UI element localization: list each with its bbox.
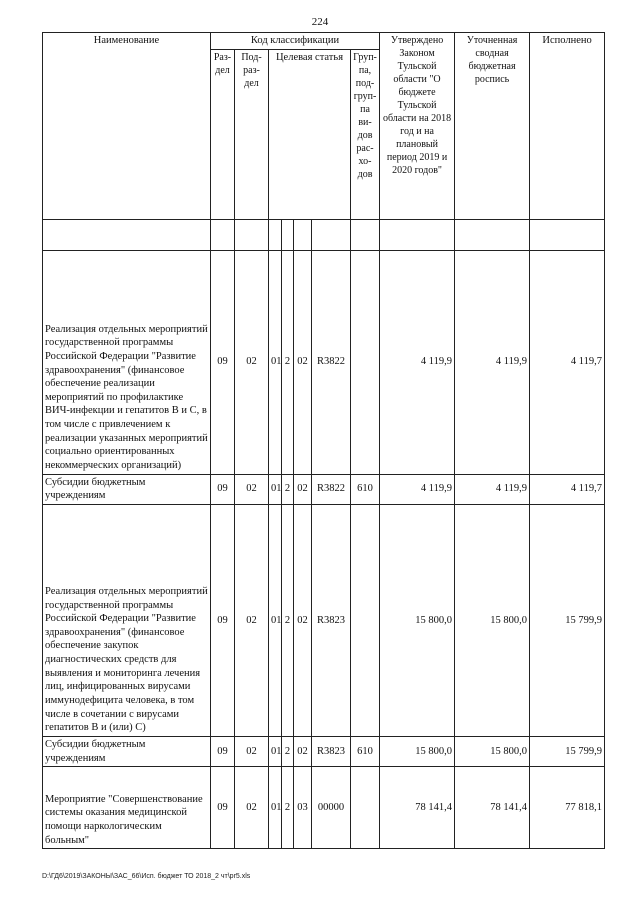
cell-target-3: 03 xyxy=(294,767,312,849)
row-name: Субсидии бюджетным учреждениям xyxy=(43,736,211,766)
cell-target-2: 2 xyxy=(282,474,294,504)
spacer-row xyxy=(43,219,605,250)
cell-expense-group xyxy=(351,767,380,849)
file-path-footer: D:\ГД6\2019\ЗАКОНЫ\ЗАС_66\Исп. бюджет ТО 2018_2 чт\pr5.xls xyxy=(42,873,251,880)
cell-expense-group xyxy=(351,250,380,474)
cell-expense-group xyxy=(351,504,380,736)
header-subsection: Под-раз-дел xyxy=(235,49,269,219)
table-row xyxy=(43,250,605,474)
cell-executed: 77 818,1 xyxy=(530,767,605,849)
header-name: Наименование xyxy=(43,33,211,220)
cell-subsection: 02 xyxy=(235,736,269,766)
cell-target-4: R3822 xyxy=(312,474,351,504)
page-number: 224 xyxy=(311,16,329,28)
cell-target-4: R3823 xyxy=(312,736,351,766)
cell-executed: 15 799,9 xyxy=(530,736,605,766)
cell-target-4: R3822 xyxy=(312,250,351,474)
row-name: Субсидии бюджетным учреждениям xyxy=(43,474,211,504)
cell-target-1: 01 xyxy=(269,736,282,766)
cell-revised: 4 119,9 xyxy=(455,250,530,474)
cell-revised: 15 800,0 xyxy=(455,736,530,766)
cell-target-1: 01 xyxy=(269,767,282,849)
cell-target-3: 02 xyxy=(294,736,312,766)
cell-expense-group: 610 xyxy=(351,474,380,504)
cell-target-4: 00000 xyxy=(312,767,351,849)
header-code-group: Код классификации xyxy=(211,33,380,50)
cell-approved: 4 119,9 xyxy=(380,474,455,504)
cell-target-4: R3823 xyxy=(312,504,351,736)
table-row xyxy=(43,767,605,849)
header-approved: Утверждено Законом Тульской области "О бюджете Тульской области на 2018 год и на плановый период 2019 и 2020 годов" xyxy=(380,33,455,220)
cell-target-2: 2 xyxy=(282,504,294,736)
cell-expense-group: 610 xyxy=(351,736,380,766)
cell-approved: 15 800,0 xyxy=(380,504,455,736)
cell-target-2: 2 xyxy=(282,736,294,766)
cell-approved: 78 141,4 xyxy=(380,767,455,849)
cell-target-2: 2 xyxy=(282,767,294,849)
table-row xyxy=(43,736,605,766)
row-name: Мероприятие "Совершенствование системы оказания медицинской помощи наркологическим больным" xyxy=(43,767,211,849)
header-section: Раз-дел xyxy=(211,49,235,219)
cell-target-1: 01 xyxy=(269,474,282,504)
cell-revised: 15 800,0 xyxy=(455,504,530,736)
table-row xyxy=(43,474,605,504)
cell-executed: 4 119,7 xyxy=(530,474,605,504)
header-target-article: Целевая статья xyxy=(269,49,351,219)
cell-target-3: 02 xyxy=(294,474,312,504)
cell-target-1: 01 xyxy=(269,250,282,474)
cell-executed: 15 799,9 xyxy=(530,504,605,736)
row-name: Реализация отдельных мероприятий государственной программы Российской Федерации "Развитие здравоохранения" (финансовое обеспечение закупок диагностических средств для выявления и мониторинга лечения лиц, инфицированных вирусами иммунодефицита человека, в том числе в сочетании с вирусами гепатитов В и (или) С) xyxy=(43,504,211,736)
cell-executed: 4 119,7 xyxy=(530,250,605,474)
table-header xyxy=(43,33,605,220)
cell-revised: 78 141,4 xyxy=(455,767,530,849)
cell-approved: 15 800,0 xyxy=(380,736,455,766)
cell-target-2: 2 xyxy=(282,250,294,474)
cell-subsection: 02 xyxy=(235,474,269,504)
cell-section: 09 xyxy=(211,474,235,504)
cell-subsection: 02 xyxy=(235,250,269,474)
cell-target-1: 01 xyxy=(269,504,282,736)
cell-target-3: 02 xyxy=(294,250,312,474)
cell-section: 09 xyxy=(211,736,235,766)
header-revised: Уточненная сводная бюджетная роспись xyxy=(455,33,530,220)
budget-table xyxy=(42,32,605,849)
cell-subsection: 02 xyxy=(235,504,269,736)
cell-subsection: 02 xyxy=(235,767,269,849)
cell-revised: 4 119,9 xyxy=(455,474,530,504)
header-executed: Исполнено xyxy=(530,33,605,220)
cell-approved: 4 119,9 xyxy=(380,250,455,474)
cell-section: 09 xyxy=(211,504,235,736)
table-row xyxy=(43,504,605,736)
cell-section: 09 xyxy=(211,250,235,474)
header-expense-group: Груп-па, под-груп-па ви-дов рас-хо-дов xyxy=(351,49,380,219)
cell-section: 09 xyxy=(211,767,235,849)
cell-target-3: 02 xyxy=(294,504,312,736)
row-name: Реализация отдельных мероприятий государственной программы Российской Федерации "Развитие здравоохранения" (финансовое обеспечение реализации мероприятий по профилактике ВИЧ-инфекции и гепатитов В и С, в том числе с привлечением к реализации указанных мероприятий социально ориентированных некоммерческих организаций) xyxy=(43,250,211,474)
